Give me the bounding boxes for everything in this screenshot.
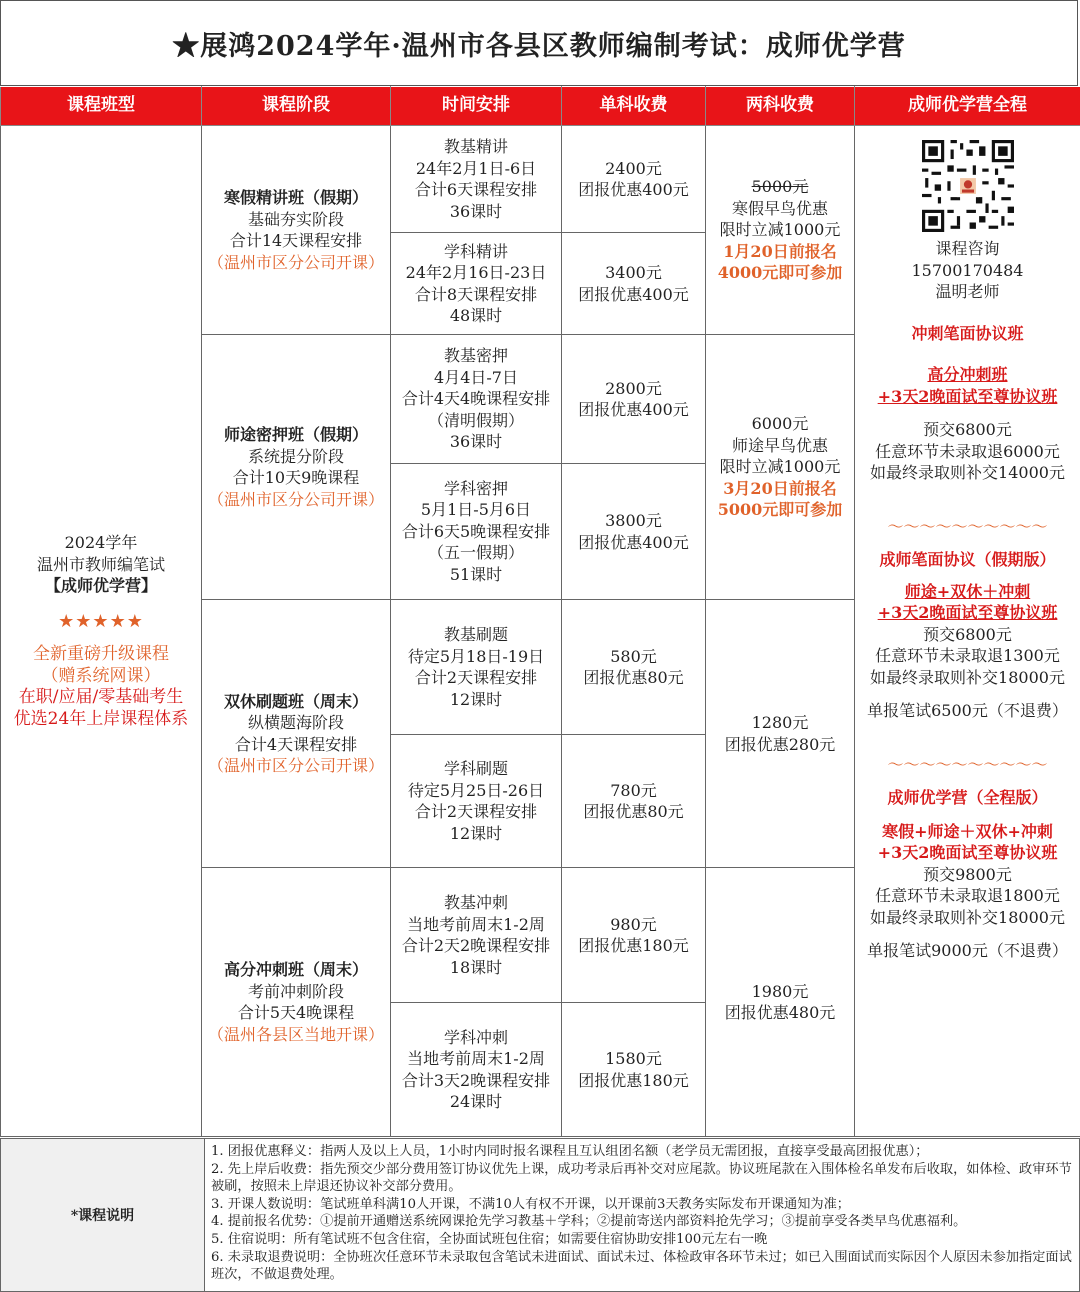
session-hours: 12课时	[449, 823, 503, 843]
course-type-cell	[1, 126, 202, 1137]
plan-3-course-extra: +3天2晚面试至尊协议班	[877, 843, 1058, 862]
session-days: 合计4天4晚课程安排	[401, 389, 551, 409]
note-item: 5. 住宿说明：所有笔试班不包含住宿，全协面试班包住宿；如需要住宿协助安排100元左右一晚	[211, 1231, 768, 1247]
session-dates: 待定5月18日-19日	[407, 646, 545, 666]
plan-3-course: 寒假+师途＋双休+冲刺	[882, 821, 1053, 841]
course-exam: 温州市教师编笔试	[36, 554, 165, 574]
two-price: 1980元	[751, 981, 809, 1001]
class-total: 合计4天课程安排	[234, 734, 358, 754]
single-discount: 团报优惠400元	[578, 284, 689, 304]
session-dates: 24年2月16日-23日	[405, 263, 547, 282]
class-venue: （温州市区分公司开课）	[207, 252, 384, 272]
two-fee-cell	[706, 126, 855, 335]
plan-3-refund: 任意环节未录取退1800元	[875, 886, 1060, 905]
session-hours: 18课时	[449, 957, 503, 977]
separator: ～～～～～～～～～～	[887, 516, 1048, 536]
schedule-cell	[391, 735, 562, 868]
session-dates: 24年2月1日-6日	[415, 158, 537, 178]
session-title: 学科精讲	[443, 241, 508, 261]
early-bird-deadline: 3月20日前报名	[723, 478, 837, 498]
schedule-cell	[391, 868, 562, 1003]
class-stage-cell	[202, 335, 391, 600]
schedule-cell	[391, 126, 562, 233]
two-price: 1280元	[751, 713, 809, 732]
single-discount: 团报优惠80元	[583, 668, 684, 687]
class-stage: 考前冲刺阶段	[247, 981, 344, 1001]
class-venue: （温州市区分公司开课）	[207, 756, 384, 775]
session-title: 教基刷题	[443, 625, 508, 644]
single-fee-cell	[562, 126, 706, 233]
session-days: 合计3天2晚课程安排	[401, 1070, 551, 1090]
note-item: 4. 提前报名优势：①提前开通赠送系统网课抢先学习教基＋学科；②提前寄送内部资料抢先学习；③提前享受各类早鸟优惠福利。	[211, 1214, 967, 1230]
session-hours: 12课时	[449, 689, 503, 709]
early-bird-label: 寒假早鸟优惠	[731, 198, 828, 218]
consult-phone: 15700170484	[911, 260, 1024, 280]
session-hours: 36课时	[449, 201, 503, 221]
session-dates: 待定5月25日-26日	[407, 780, 545, 800]
single-price: 980元	[610, 914, 657, 934]
single-fee-cell	[562, 735, 706, 868]
promo-line-1: 全新重磅升级课程	[33, 644, 169, 664]
plan-2-balance: 如最终录取则补交18000元	[870, 667, 1065, 687]
session-hours: 24课时	[449, 1092, 503, 1111]
session-title: 教基冲刺	[443, 893, 508, 912]
class-name: 高分冲刺班（周末）	[223, 960, 368, 979]
single-fee-cell	[562, 600, 706, 735]
class-name: 师途密押班（假期）	[223, 425, 368, 444]
header-schedule: 时间安排	[391, 87, 562, 126]
session-dates: 5月1日-5月6日	[420, 500, 532, 520]
plan-1-course-extra: +3天2晚面试至尊协议班	[877, 386, 1058, 406]
header-course-type: 课程班型	[1, 87, 202, 126]
schedule-cell	[391, 464, 562, 600]
early-bird-price: 5000元即可参加	[717, 500, 843, 520]
note-item: 2. 先上岸后收费：指先预交少部分费用签订协议优先上课，成功考录后再补交对应尾款。协议班尾款在入围体检名单发布后收取，如体检、政审环节被刷，按照未上岸退还协议补交部分费用。	[211, 1161, 1072, 1195]
schedule-cell	[391, 600, 562, 735]
two-discount: 团报优惠280元	[724, 734, 836, 754]
class-stage-cell	[202, 600, 391, 868]
single-price: 2400元	[605, 158, 662, 178]
single-discount: 团报优惠180元	[578, 1070, 689, 1090]
plan-1-balance: 如最终录取则补交14000元	[870, 463, 1065, 482]
single-fee-cell	[562, 233, 706, 335]
session-title: 教基密押	[443, 346, 508, 366]
session-hours: 51课时	[449, 564, 503, 584]
schedule-cell	[391, 335, 562, 464]
header-course-stage: 课程阶段	[202, 87, 391, 126]
promo-line-3: 在职/应届/零基础考生	[18, 687, 184, 707]
single-price: 2800元	[605, 378, 662, 398]
session-holiday: （清明假期）	[427, 410, 524, 430]
single-price: 3400元	[605, 263, 662, 282]
header-row	[1, 87, 1080, 126]
course-table	[0, 86, 1080, 1137]
single-discount: 团报优惠400元	[578, 180, 689, 199]
single-price: 1580元	[605, 1049, 662, 1068]
class-total: 合计10天9晚课程	[232, 468, 360, 487]
table-row	[1, 126, 1080, 233]
session-title: 学科密押	[443, 478, 508, 498]
original-price: 6000元	[751, 414, 809, 434]
schedule-cell	[391, 1003, 562, 1137]
session-dates: 4月4日-7日	[434, 367, 518, 387]
plan-3-written-only: 单报笔试9000元（不退费）	[867, 941, 1068, 960]
plan-2-course: 师途+双休＋冲刺	[904, 581, 1031, 601]
note-item: 3. 开课人数说明：笔试班单科满10人开课，不满10人有权不开课，以开课前3天教务实际发布开课通知为准；	[211, 1196, 850, 1212]
plan-2-title: 成师笔面协议（假期版）	[879, 550, 1056, 569]
single-fee-cell	[562, 464, 706, 600]
plan-1-refund: 任意环节未录取退6000元	[875, 441, 1060, 461]
class-name: 寒假精讲班（假期）	[223, 188, 368, 207]
plan-1-deposit: 预交6800元	[923, 420, 1012, 439]
consult-label: 课程咨询	[935, 239, 1000, 258]
single-discount: 团报优惠400元	[578, 400, 689, 419]
plan-3-balance: 如最终录取则补交18000元	[870, 907, 1065, 927]
note-item: 6. 未录取退费说明：全协班次任意环节未录取包含笔试未进面试、面试未过、体检政审各环节未过；如已入围面试而实际因个人原因未参加指定面试班次，不做退费处理。	[211, 1249, 1072, 1283]
class-stage: 基础夯实阶段	[247, 209, 344, 229]
class-stage-cell	[202, 126, 391, 335]
single-price: 780元	[610, 780, 657, 800]
class-stage: 系统提分阶段	[247, 446, 344, 466]
course-year: 2024学年	[64, 533, 138, 552]
consult-teacher: 温明老师	[935, 282, 1000, 301]
session-dates: 当地考前周末1-2周	[407, 1049, 545, 1068]
class-venue: （温州市区分公司开课）	[207, 489, 384, 509]
schedule-cell	[391, 233, 562, 335]
header-full-program: 成师优学营全程	[855, 87, 1080, 126]
header-two-fee: 两科收费	[706, 87, 855, 126]
class-venue: （温州各县区当地开课）	[207, 1024, 384, 1044]
promo-line-4: 优选24年上岸课程体系	[13, 708, 189, 729]
plan-1-title: 冲刺笔面协议班	[911, 323, 1024, 343]
plan-3-title: 成师优学营（全程版）	[887, 788, 1048, 807]
session-dates: 当地考前周末1-2周	[407, 914, 545, 934]
single-price: 580元	[610, 646, 657, 666]
class-name: 双休刷题班（周末）	[223, 691, 368, 711]
two-fee-cell	[706, 600, 855, 868]
notes-table	[0, 1138, 1080, 1292]
two-discount: 团报优惠480元	[724, 1003, 836, 1022]
plan-3-deposit: 预交9800元	[923, 864, 1012, 884]
class-stage-cell	[202, 868, 391, 1137]
class-total: 合计14天课程安排	[229, 231, 363, 250]
plan-2-deposit: 预交6800元	[923, 624, 1012, 644]
session-days: 合计6天课程安排	[414, 180, 538, 199]
early-bird-label: 师途早鸟优惠	[731, 435, 828, 455]
single-price: 3800元	[605, 511, 662, 530]
course-brand: 【成师优学营】	[44, 576, 157, 595]
session-title: 教基精讲	[443, 137, 508, 156]
session-days: 合计8天课程安排	[414, 284, 538, 304]
separator: ～～～～～～～～～～	[887, 754, 1048, 774]
session-hours: 48课时	[449, 306, 503, 325]
session-days: 合计2天课程安排	[414, 668, 538, 687]
single-discount: 团报优惠400元	[578, 532, 689, 552]
session-title: 学科冲刺	[443, 1027, 508, 1047]
early-bird-discount: 限时立减1000元	[719, 457, 841, 477]
session-holiday: （五一假期）	[427, 543, 524, 563]
plan-2-written-only: 单报笔试6500元（不退费）	[867, 701, 1068, 720]
plan-1-course: 高分冲刺班	[927, 365, 1008, 384]
notes-body	[205, 1139, 1080, 1292]
early-bird-deadline: 1月20日前报名	[723, 241, 837, 261]
early-bird-price: 4000元即可参加	[717, 263, 843, 283]
old-price: 5000元	[751, 177, 809, 197]
plan-2-course-extra: +3天2晚面试至尊协议班	[877, 603, 1058, 622]
header-single-fee: 单科收费	[562, 87, 706, 126]
notes-label: *课程说明	[1, 1139, 205, 1292]
session-hours: 36课时	[449, 432, 503, 452]
single-fee-cell	[562, 1003, 706, 1137]
note-item: 1. 团报优惠释义：指两人及以上人员，1小时内同时报名课程且互认组团名额（老学员无需团报，直接享受最高团报优惠）；	[211, 1144, 929, 1159]
single-discount: 团报优惠180元	[578, 936, 689, 955]
page-title: ★展鸿2024学年·温州市各县区教师编制考试：成师优学营	[0, 0, 1078, 86]
session-title: 学科刷题	[443, 759, 508, 778]
session-days: 合计2天2晚课程安排	[401, 936, 551, 955]
promo-line-2: （赠系统网课）	[41, 665, 161, 686]
session-days: 合计2天课程安排	[414, 802, 538, 821]
class-total: 合计5天4晚课程	[237, 1003, 355, 1022]
rating-stars: ★★★★★	[58, 610, 144, 632]
single-fee-cell	[562, 335, 706, 464]
two-fee-cell	[706, 868, 855, 1137]
single-fee-cell	[562, 868, 706, 1003]
session-days: 合计6天5晚课程安排	[401, 521, 551, 541]
class-stage: 纵横题海阶段	[247, 713, 344, 732]
two-fee-cell	[706, 335, 855, 600]
full-program-cell	[855, 126, 1080, 1137]
single-discount: 团报优惠80元	[583, 802, 684, 821]
qr-code-icon	[922, 140, 1014, 232]
early-bird-discount: 限时立减1000元	[719, 220, 841, 240]
plan-2-refund: 任意环节未录取退1300元	[875, 646, 1060, 665]
